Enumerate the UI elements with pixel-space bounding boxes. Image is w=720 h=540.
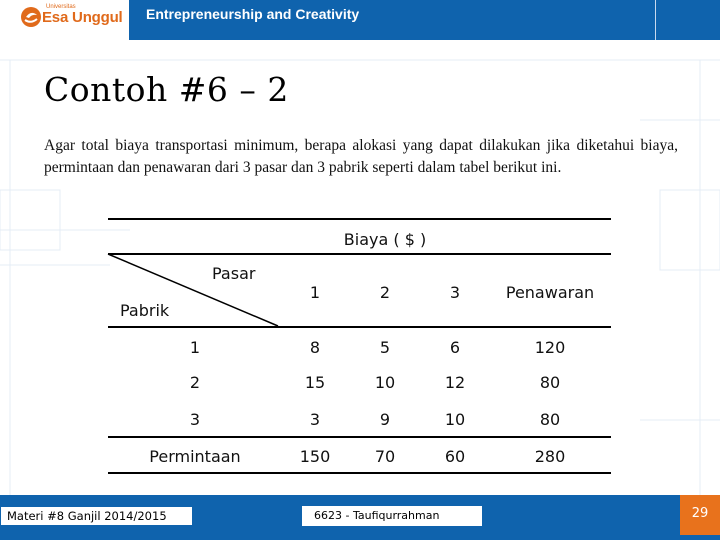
table-cell: 80 bbox=[539, 373, 561, 392]
table-body-rule bbox=[108, 436, 611, 438]
demand-row-label: Permintaan bbox=[149, 447, 241, 466]
footer-center-box bbox=[302, 506, 482, 526]
page-number-box bbox=[680, 495, 720, 535]
demand-cell: 280 bbox=[534, 447, 566, 466]
table-cell: 120 bbox=[534, 338, 566, 357]
course-title: Entrepreneurship and Creativity bbox=[146, 6, 360, 22]
logo-small-text: Universitas bbox=[46, 4, 76, 10]
row-label: 3 bbox=[189, 410, 201, 429]
footer-left-box bbox=[0, 506, 193, 526]
column-header: Penawaran bbox=[505, 283, 595, 302]
table-cell: 3 bbox=[309, 410, 321, 429]
table-cell: 8 bbox=[309, 338, 321, 357]
table-cell: 10 bbox=[374, 373, 396, 392]
corner-bottom-label: Pabrik bbox=[120, 301, 170, 320]
table-bottom-rule bbox=[108, 472, 611, 474]
footer-author: 6623 - Taufiqurrahman bbox=[314, 509, 440, 522]
table-cell: 6 bbox=[449, 338, 461, 357]
table-header-rule bbox=[108, 326, 611, 328]
corner-top-label: Pasar bbox=[212, 264, 256, 283]
column-header: 1 bbox=[309, 283, 321, 302]
demand-cell: 150 bbox=[299, 447, 331, 466]
table-cell: 10 bbox=[444, 410, 466, 429]
demand-cell: 60 bbox=[444, 447, 466, 466]
page-number: 29 bbox=[691, 506, 709, 521]
table-cell: 12 bbox=[444, 373, 466, 392]
row-label: 1 bbox=[189, 338, 201, 357]
slide-paragraph: Agar total biaya transportasi minimum, berapa alokasi yang dapat dilakukan jika diketahui biaya, permintaan dan penawaran dari 3 pasar dan 3 pabrik seperti dalam tabel berikut ini. bbox=[44, 137, 678, 176]
column-header: 3 bbox=[449, 283, 461, 302]
demand-cell: 70 bbox=[374, 447, 396, 466]
table-caption: Biaya ( $ ) bbox=[343, 230, 427, 249]
footer-course-info: Materi #8 Ganjil 2014/2015 bbox=[7, 509, 167, 523]
row-label: 2 bbox=[189, 373, 201, 392]
table-cell: 80 bbox=[539, 410, 561, 429]
table-cell: 5 bbox=[379, 338, 391, 357]
slide-title: Contoh #6 – 2 bbox=[44, 70, 289, 109]
table-cell: 15 bbox=[304, 373, 326, 392]
column-header: 2 bbox=[379, 283, 391, 302]
table-cell: 9 bbox=[379, 410, 391, 429]
logo-text: Esa Unggul bbox=[42, 9, 123, 26]
